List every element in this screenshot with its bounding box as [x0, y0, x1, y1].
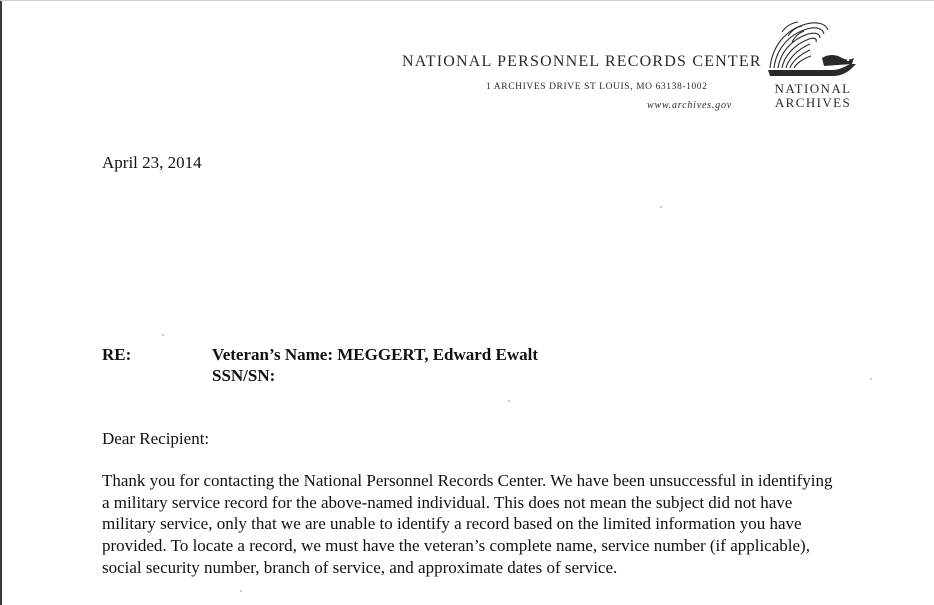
letterhead-website: www.archives.gov [647, 100, 733, 111]
letterhead-address: 1 ARCHIVES DRIVE ST LOUIS, MO 63138-1002 [486, 82, 708, 92]
scan-speck [162, 334, 164, 336]
salutation: Dear Recipient: [102, 429, 210, 448]
re-label: RE: [102, 345, 132, 364]
veteran-name-value: MEGGERT, Edward Ewalt [337, 345, 539, 364]
veteran-name-line [212, 345, 538, 365]
scan-speck [870, 378, 872, 380]
letter-body-paragraph: Thank you for contacting the National Personnel Records Center. We have been unsuccessful in identifying a military service record for the above-named individual. This does not mean the subject did not have military service, only that we are unable to identify a record based on the limited information you have provided. To locate a record, we must have the veteran’s complete name, service number (if applicable), social security number, branch of service, and approximate dates of service. [102, 471, 833, 577]
logo-text-archives: ARCHIVES [774, 95, 852, 110]
ssn-label: SSN/SN: [212, 366, 276, 385]
page-left-border [0, 0, 2, 605]
eagle-logo-icon [762, 18, 862, 84]
letterhead-org-name: NATIONAL PERSONNEL RECORDS CENTER [402, 53, 762, 70]
scan-speck [508, 400, 510, 402]
scan-speck [660, 206, 662, 208]
page-top-border [0, 0, 934, 1]
scan-speck [240, 590, 242, 592]
logo-wordmark [768, 82, 858, 110]
logo-text-national: NATIONAL [774, 81, 852, 96]
veteran-name-label: Veteran’s Name: [212, 345, 334, 364]
letter-date: April 23, 2014 [102, 153, 202, 172]
